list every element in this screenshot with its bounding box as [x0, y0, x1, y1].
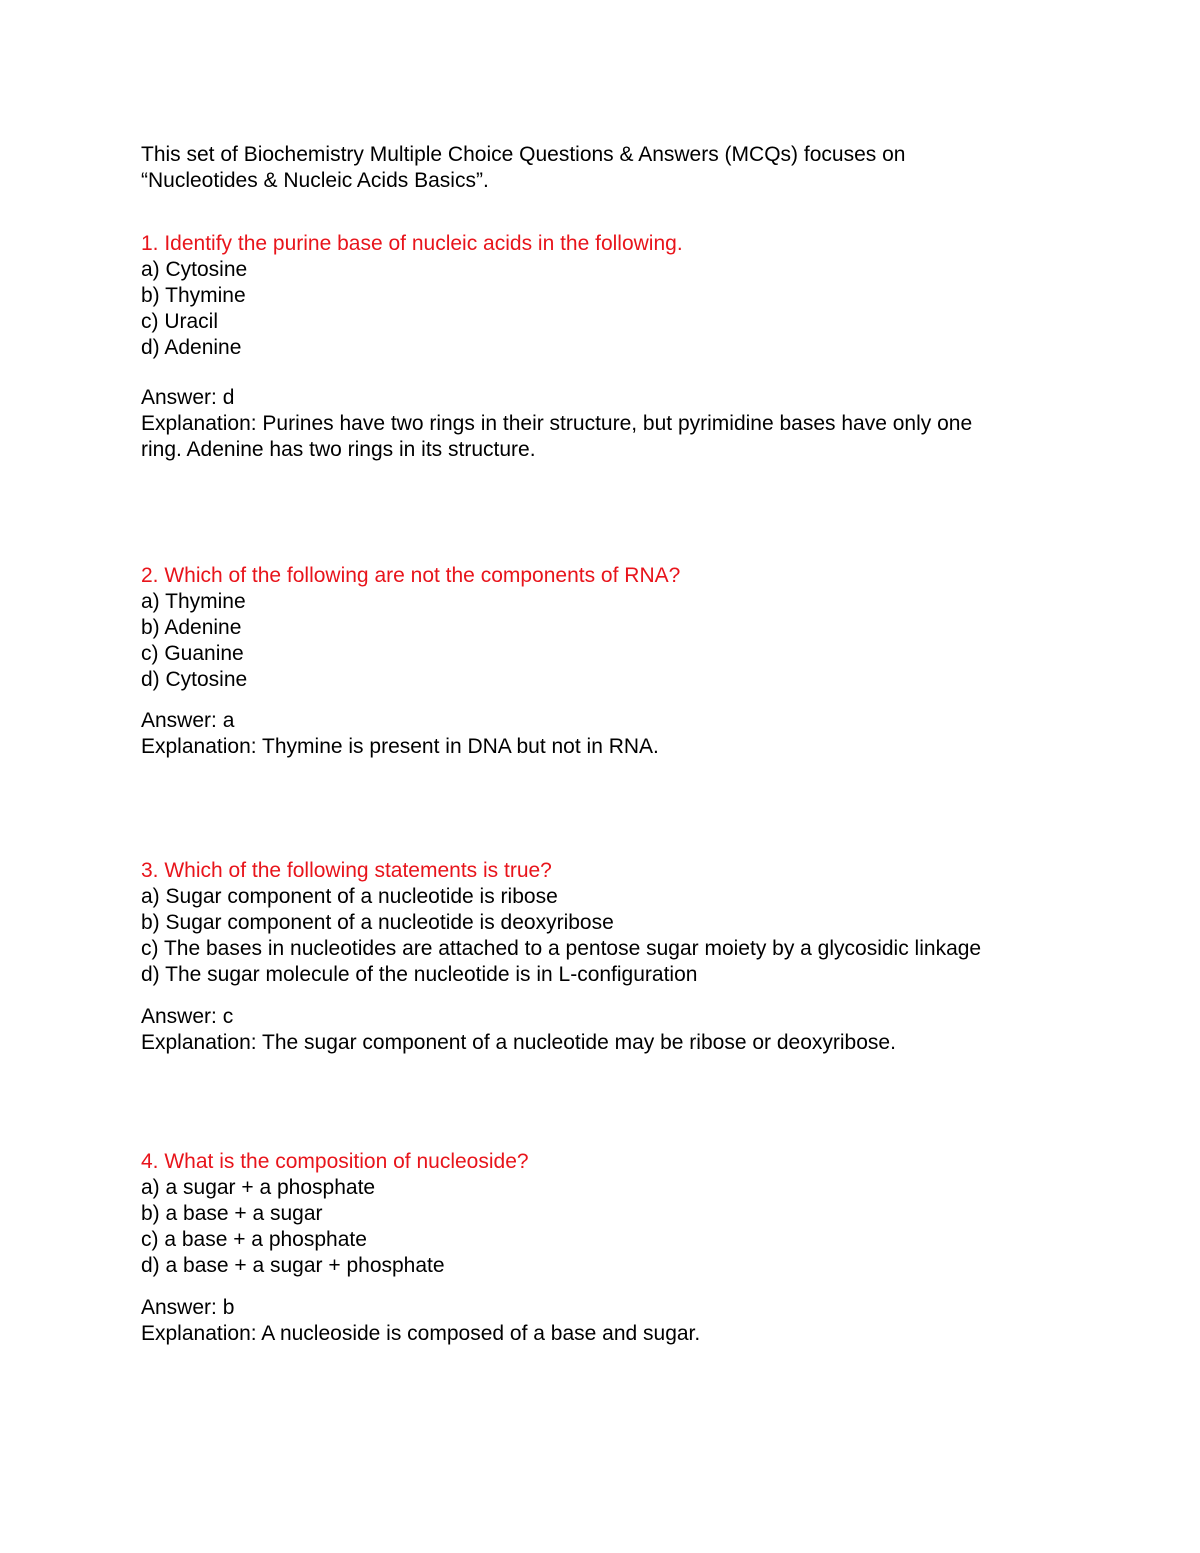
options-list — [141, 257, 1101, 361]
question-block-1 — [141, 231, 1101, 463]
question-block-2 — [141, 563, 1101, 760]
answer-text: Answer: a — [141, 709, 235, 732]
option-c: c) Uracil — [141, 310, 218, 333]
option-b: b) a base + a sugar — [141, 1202, 323, 1225]
answer-text: Answer: c — [141, 1005, 234, 1028]
option-a: a) Cytosine — [141, 258, 248, 281]
intro-line-1: This set of Biochemistry Multiple Choice Questions & Answers (MCQs) focuses on — [141, 143, 906, 166]
explanation-line-1: Explanation: A nucleoside is composed of a base and sugar. — [141, 1322, 701, 1345]
explanation-line-1: Explanation: Purines have two rings in their structure, but pyrimidine bases have only one — [141, 412, 973, 435]
options-list — [141, 1175, 1101, 1279]
option-d: d) Adenine — [141, 336, 242, 359]
explanation-line-2: ring. Adenine has two rings in its structure. — [141, 438, 536, 461]
intro-line-2: “Nucleotides & Nucleic Acids Basics”. — [141, 169, 489, 192]
question-text: 4. What is the composition of nucleoside? — [141, 1150, 529, 1173]
option-b: b) Sugar component of a nucleotide is deoxyribose — [141, 911, 614, 934]
option-b: b) Thymine — [141, 284, 246, 307]
option-a: a) a sugar + a phosphate — [141, 1176, 376, 1199]
options-list — [141, 884, 1101, 988]
option-a: a) Sugar component of a nucleotide is ribose — [141, 885, 558, 908]
option-c: c) a base + a phosphate — [141, 1228, 367, 1251]
options-list — [141, 589, 1101, 693]
document-page — [141, 142, 1101, 1345]
question-text: 3. Which of the following statements is true? — [141, 859, 552, 882]
question-block-4 — [141, 1149, 1101, 1347]
explanation-line-1: Explanation: Thymine is present in DNA but not in RNA. — [141, 735, 659, 758]
option-d: d) Cytosine — [141, 668, 248, 691]
explanation-line-1: Explanation: The sugar component of a nucleotide may be ribose or deoxyribose. — [141, 1031, 896, 1054]
question-block-3 — [141, 858, 1101, 1056]
answer-text: Answer: b — [141, 1296, 235, 1319]
option-b: b) Adenine — [141, 616, 242, 639]
option-a: a) Thymine — [141, 590, 246, 613]
option-c: c) Guanine — [141, 642, 244, 665]
option-d: d) The sugar molecule of the nucleotide is in L-configuration — [141, 963, 698, 986]
intro-paragraph — [141, 142, 1101, 194]
option-d: d) a base + a sugar + phosphate — [141, 1254, 445, 1277]
option-c: c) The bases in nucleotides are attached to a pentose sugar moiety by a glycosidic linkage — [141, 937, 982, 960]
answer-text: Answer: d — [141, 386, 235, 409]
question-text: 2. Which of the following are not the components of RNA? — [141, 564, 681, 587]
question-text: 1. Identify the purine base of nucleic acids in the following. — [141, 232, 683, 255]
